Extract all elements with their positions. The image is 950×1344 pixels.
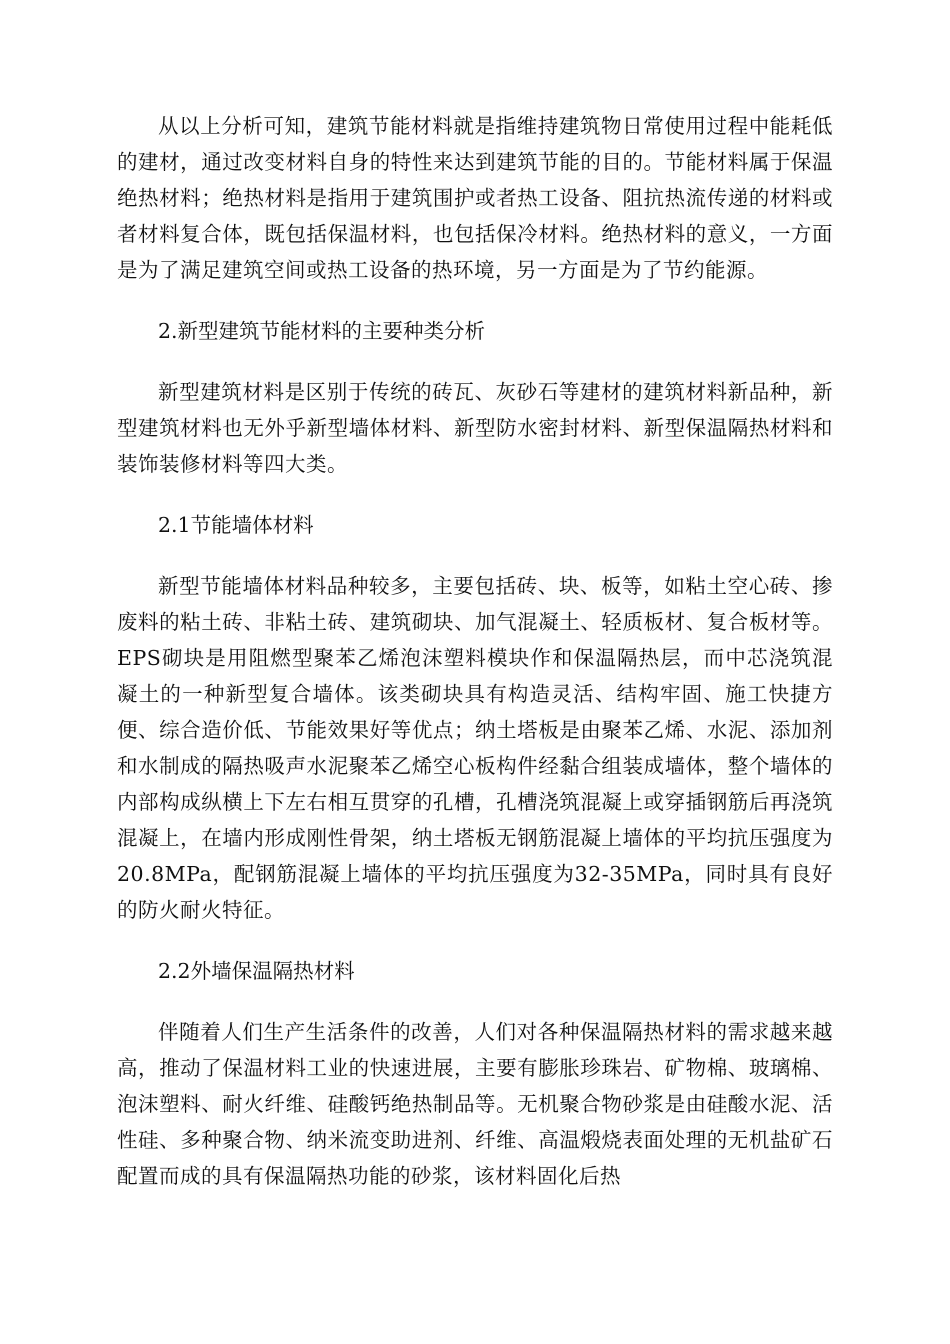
paragraph-insulation-materials: 伴随着人们生产生活条件的改善，人们对各种保温隔热材料的需求越来越高，推动了保温材料工业的快速进展，主要有膨胀珍珠岩、矿物棉、玻璃棉、泡沫塑料、耐火纤维、硅酸钙绝热制品等。无机聚合物砂浆是由硅酸水泥、活性硅、多种聚合物、纳米流变助进剂、纤维、高温煅烧表面处理的无机盐矿石配置而成的具有保温隔热功能的砂浆，该材料固化后热 [117, 1020, 833, 1188]
document-page [117, 108, 833, 1194]
section-heading-2: 2.新型建筑节能材料的主要种类分析 [158, 319, 486, 343]
section-heading-2-2: 2.2外墙保温隔热材料 [158, 959, 355, 983]
paragraph-new-materials-overview: 新型建筑材料是区别于传统的砖瓦、灰砂石等建材的建筑材料新品种，新型建筑材料也无外乎新型墙体材料、新型防水密封材料、新型保温隔热材料和装饰装修材料等四大类。 [117, 380, 833, 476]
paragraph-energy-materials-definition: 从以上分析可知，建筑节能材料就是指维持建筑物日常使用过程中能耗低的建材，通过改变材料自身的特性来达到建筑节能的目的。节能材料属于保温绝热材料；绝热材料是指用于建筑围护或者热工设备、阻抗热流传递的材料或者材料复合体，既包括保温材料，也包括保冷材料。绝热材料的意义，一方面是为了满足建筑空间或热工设备的热环境，另一方面是为了节约能源。 [117, 114, 833, 282]
section-heading-2-1: 2.1节能墙体材料 [158, 513, 314, 537]
paragraph-wall-materials: 新型节能墙体材料品种较多，主要包括砖、块、板等，如粘土空心砖、掺废料的粘土砖、非粘土砖、建筑砌块、加气混凝土、轻质板材、复合板材等。EPS砌块是用阻燃型聚苯乙烯泡沫塑料模块作和保温隔热层，而中芯浇筑混凝土的一种新型复合墙体。该类砌块具有构造灵活、结构牢固、施工快捷方便、综合造价低、节能效果好等优点；纳土塔板是由聚苯乙烯、水泥、添加剂和水制成的隔热吸声水泥聚苯乙烯空心板构件经黏合组装成墙体，整个墙体的内部构成纵横上下左右相互贯穿的孔槽，孔槽浇筑混凝上或穿插钢筋后再浇筑混凝上，在墙内形成刚性骨架，纳土塔板无钢筋混凝上墙体的平均抗压强度为20.8MPa，配钢筋混凝上墙体的平均抗压强度为32-35MPa，同时具有良好的防火耐火特征。 [117, 574, 833, 922]
